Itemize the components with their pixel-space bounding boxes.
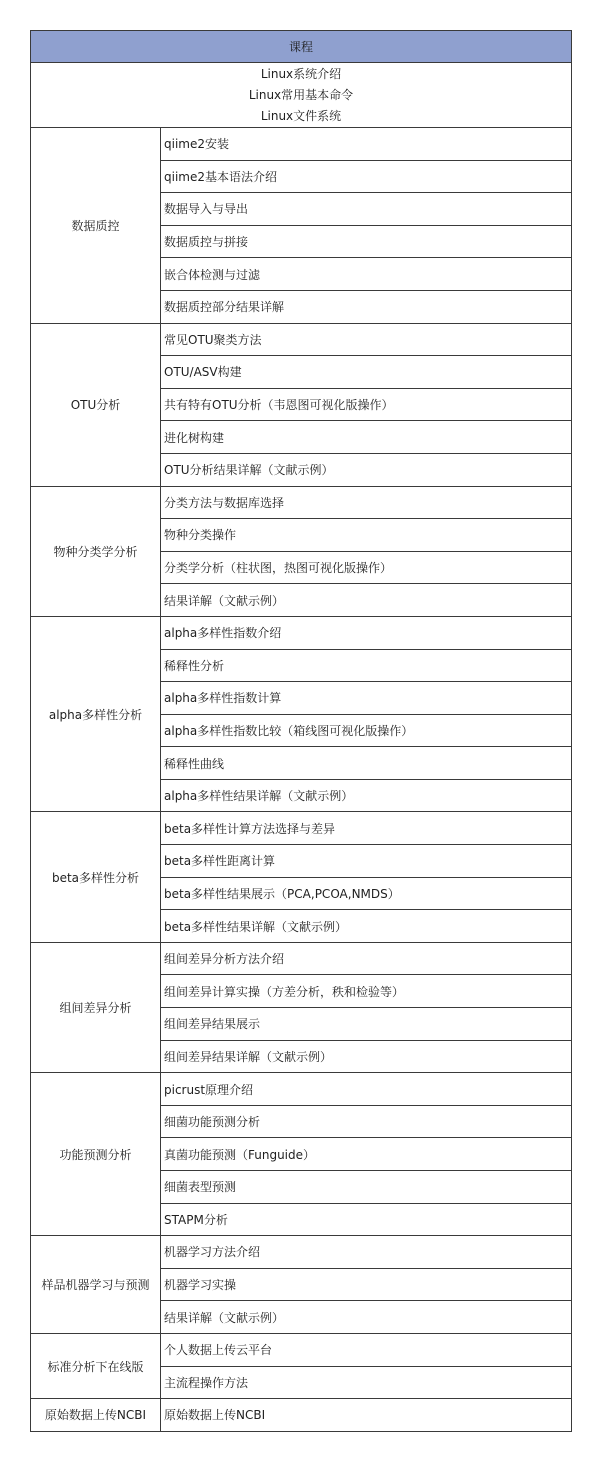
section-title: beta多样性分析 — [31, 812, 161, 942]
section-item: 分类学分析（柱状图，热图可视化版操作） — [161, 551, 572, 584]
section-title: 功能预测分析 — [31, 1073, 161, 1236]
section-item: alpha多样性指数比较（箱线图可视化版操作） — [161, 714, 572, 747]
section-item: beta多样性结果展示（PCA,PCOA,NMDS） — [161, 877, 572, 910]
section-item: 进化树构建 — [161, 421, 572, 454]
section-item: beta多样性计算方法选择与差异 — [161, 812, 572, 845]
table-row — [31, 128, 572, 161]
table-row — [31, 1073, 572, 1106]
table-row — [31, 1399, 572, 1432]
table-row — [31, 486, 572, 519]
section-item: STAPM分析 — [161, 1203, 572, 1236]
section-item: alpha多样性指数介绍 — [161, 616, 572, 649]
section-item: OTU/ASV构建 — [161, 356, 572, 389]
intro-cell — [31, 63, 572, 128]
section-title: 原始数据上传NCBI — [31, 1399, 161, 1432]
intro-row — [31, 63, 572, 128]
section-item: 个人数据上传云平台 — [161, 1333, 572, 1366]
table-row — [31, 323, 572, 356]
table-row — [31, 812, 572, 845]
section-item: 机器学习方法介绍 — [161, 1236, 572, 1269]
section-item: 结果详解（文献示例） — [161, 584, 572, 617]
section-item: 共有特有OTU分析（韦恩图可视化版操作） — [161, 388, 572, 421]
section-item: qiime2安装 — [161, 128, 572, 161]
section-item: 分类方法与数据库选择 — [161, 486, 572, 519]
section-item: 稀释性曲线 — [161, 747, 572, 780]
section-title: 数据质控 — [31, 128, 161, 324]
section-title: OTU分析 — [31, 323, 161, 486]
table-header: 课程 — [31, 31, 572, 63]
section-item: picrust原理介绍 — [161, 1073, 572, 1106]
section-item: OTU分析结果详解（文献示例） — [161, 453, 572, 486]
section-title: 标准分析下在线版 — [31, 1333, 161, 1398]
intro-line: Linux系统介绍 — [260, 66, 342, 81]
section-item: 稀释性分析 — [161, 649, 572, 682]
section-title: 物种分类学分析 — [31, 486, 161, 616]
section-item: qiime2基本语法介绍 — [161, 160, 572, 193]
section-item: 原始数据上传NCBI — [161, 1399, 572, 1432]
intro-line: Linux常用基本命令 — [248, 87, 354, 102]
section-item: alpha多样性指数计算 — [161, 682, 572, 715]
section-item: 细菌功能预测分析 — [161, 1105, 572, 1138]
section-item: 细菌表型预测 — [161, 1171, 572, 1204]
section-item: 物种分类操作 — [161, 519, 572, 552]
table-row — [31, 942, 572, 975]
section-item: 数据质控部分结果详解 — [161, 290, 572, 323]
section-item: alpha多样性结果详解（文献示例） — [161, 779, 572, 812]
section-item: 组间差异结果详解（文献示例） — [161, 1040, 572, 1073]
section-item: 主流程操作方法 — [161, 1366, 572, 1399]
section-item: 结果详解（文献示例） — [161, 1301, 572, 1334]
section-title: alpha多样性分析 — [31, 616, 161, 812]
section-item: 真菌功能预测（Funguide） — [161, 1138, 572, 1171]
table-row — [31, 1236, 572, 1269]
section-item: 组间差异计算实操（方差分析，秩和检验等） — [161, 975, 572, 1008]
section-item: beta多样性距离计算 — [161, 845, 572, 878]
section-item: 嵌合体检测与过滤 — [161, 258, 572, 291]
section-title: 组间差异分析 — [31, 942, 161, 1072]
section-item: 常见OTU聚类方法 — [161, 323, 572, 356]
section-item: 组间差异分析方法介绍 — [161, 942, 572, 975]
section-item: 组间差异结果展示 — [161, 1008, 572, 1041]
section-item: 机器学习实操 — [161, 1268, 572, 1301]
table-header-row — [31, 31, 572, 63]
section-item: 数据质控与拼接 — [161, 225, 572, 258]
section-item: 数据导入与导出 — [161, 193, 572, 226]
table-row — [31, 616, 572, 649]
section-item: beta多样性结果详解（文献示例） — [161, 910, 572, 943]
intro-line: Linux文件系统 — [260, 108, 342, 123]
section-title: 样品机器学习与预测 — [31, 1236, 161, 1334]
course-table-body — [31, 31, 572, 1432]
course-table — [30, 30, 572, 1432]
table-row — [31, 1333, 572, 1366]
